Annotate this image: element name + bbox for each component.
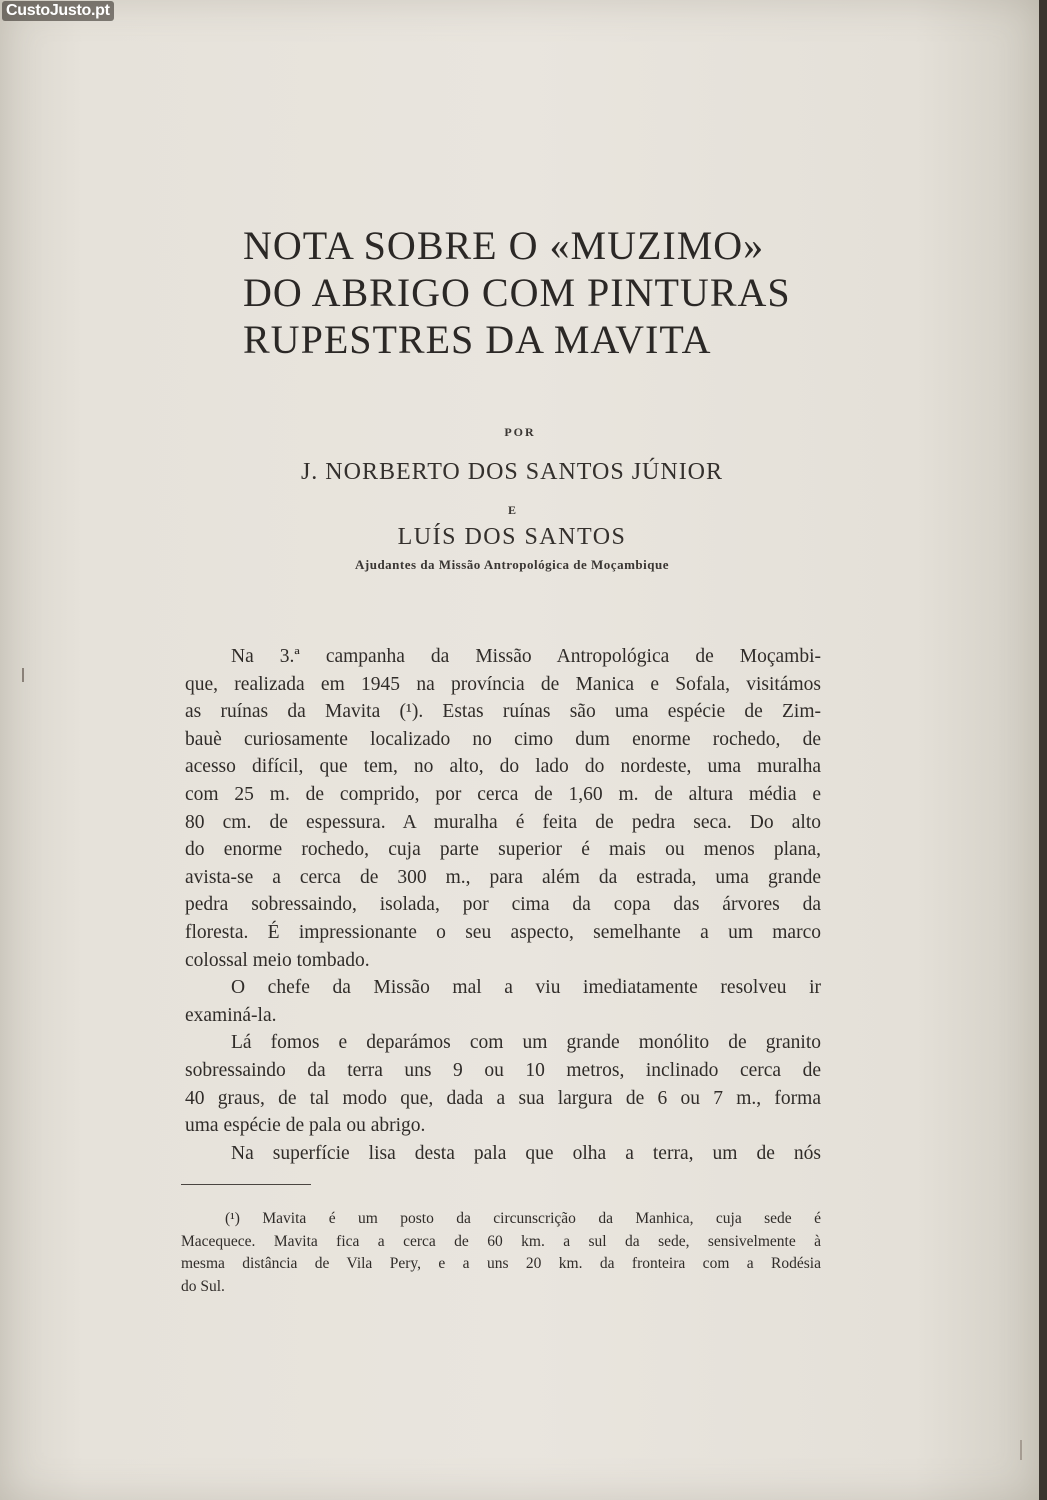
body-line: pedra sobressaindo, isolada, por cima da copa das árvores da bbox=[185, 894, 821, 916]
body-line: examiná-la. bbox=[185, 1004, 277, 1026]
footnote bbox=[181, 1208, 821, 1298]
body-line: com 25 m. de comprido, por cerca de 1,60 m. de altura média e bbox=[185, 783, 821, 805]
title-line: RUPESTRES DA MAVITA bbox=[243, 317, 712, 362]
body-line: O chefe da Missão mal a viu imediatamente resolveu ir bbox=[231, 977, 821, 999]
body-line: floresta. É impressionante o seu aspecto, semelhante a um marco bbox=[185, 921, 821, 943]
footnote-line: Macequece. Mavita fica a cerca de 60 km. a sul da sede, sensivelmente à bbox=[181, 1232, 821, 1250]
body-line: do enorme rochedo, cuja parte superior é mais ou menos plana, bbox=[185, 839, 821, 861]
body-line: Lá fomos e deparámos com um grande monólito de granito bbox=[231, 1032, 821, 1054]
body-line: acesso difícil, que tem, no alto, do lado do nordeste, uma muralha bbox=[185, 756, 821, 778]
title-line: DO ABRIGO COM PINTURAS bbox=[243, 270, 791, 315]
body-line: colossal meio tombado. bbox=[185, 949, 370, 971]
byline-por: POR bbox=[504, 425, 536, 439]
byline-and: E bbox=[507, 503, 516, 517]
footnote-line: do Sul. bbox=[181, 1277, 225, 1295]
body-text bbox=[185, 643, 821, 1167]
author-name-1: J. NORBERTO DOS SANTOS JÚNIOR bbox=[300, 459, 724, 485]
page-edge bbox=[1039, 0, 1047, 1500]
page-title bbox=[243, 222, 803, 363]
body-line: as ruínas da Mavita (¹). Estas ruínas são uma espécie de Zim- bbox=[185, 701, 821, 723]
body-line: Na superfície lisa desta pala que olha a terra, um de nós bbox=[231, 1142, 821, 1164]
author-name-2: LUÍS DOS SANTOS bbox=[397, 524, 627, 550]
body-line: Na 3.ª campanha da Missão Antropológica de Moçambi- bbox=[231, 646, 821, 667]
body-line: bauè curiosamente localizado no cimo dum enorme rochedo, de bbox=[185, 728, 821, 750]
footnote-line: (¹) Mavita é um posto da circunscrição da Manhica, cuja sede é bbox=[225, 1210, 821, 1227]
site-watermark: CustoJusto.pt bbox=[2, 1, 114, 21]
footnote-divider bbox=[181, 1184, 311, 1185]
footnote-line: mesma distância de Vila Pery, e a uns 20 km. da fronteira com a Rodésia bbox=[181, 1255, 821, 1272]
margin-mark bbox=[22, 668, 24, 682]
title-line: NOTA SOBRE O «MUZIMO» bbox=[243, 223, 765, 268]
body-line: que, realizada em 1945 na província de Manica e Sofala, visitámos bbox=[185, 673, 821, 695]
body-line: 80 cm. de espessura. A muralha é feita de pedra seca. Do alto bbox=[185, 811, 821, 833]
body-line: avista-se a cerca de 300 m., para além da estrada, uma grande bbox=[185, 866, 821, 888]
body-line: 40 graus, de tal modo que, dada a sua largura de 6 ou 7 m., forma bbox=[185, 1087, 821, 1109]
author-affiliation: Ajudantes da Missão Antropológica de Moçambique bbox=[355, 557, 669, 572]
body-line: sobressaindo da terra uns 9 ou 10 metros, inclinado cerca de bbox=[185, 1059, 821, 1081]
margin-mark bbox=[1020, 1440, 1022, 1460]
body-line: uma espécie de pala ou abrigo. bbox=[185, 1115, 426, 1137]
